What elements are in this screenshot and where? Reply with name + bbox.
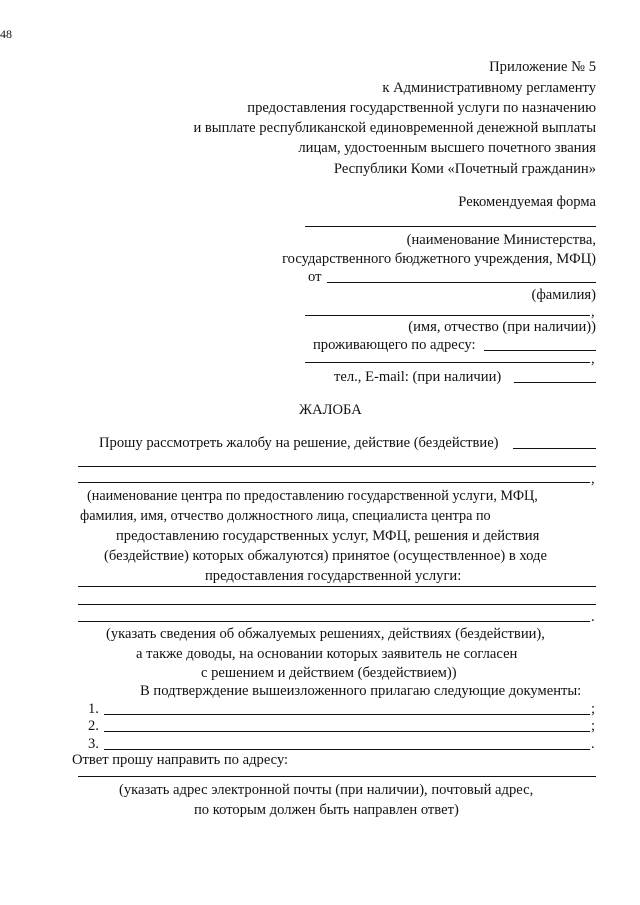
details-line[interactable] — [78, 621, 590, 622]
ministry-hint: (наименование Министерства, — [406, 232, 596, 248]
grounds-hint: а также доводы, на основании которых заявитель не согласен — [136, 646, 518, 662]
doc-number: 3. — [88, 736, 99, 752]
request-text: Прошу рассмотреть жалобу на решение, действие (бездействие) — [99, 435, 499, 451]
center-hint: (наименование центра по предоставлению государственной услуги, МФЦ, — [87, 488, 538, 504]
appendix-line: предоставления государственной услуги по назначению — [247, 100, 596, 116]
appendix-line: лицам, удостоенным высшего почетного звания — [298, 140, 596, 156]
doc-number: 1. — [88, 701, 99, 717]
subject-line[interactable] — [78, 466, 596, 467]
appendix-line: к Административному регламенту — [382, 80, 596, 96]
grounds-hint: с решением и действием (бездействием)) — [201, 665, 457, 681]
details-line[interactable] — [78, 604, 596, 605]
center-hint: предоставлению государственных услуг, МФЦ, решения и действия — [116, 528, 540, 544]
reply-label: Ответ прошу направить по адресу: — [72, 752, 289, 768]
address-line[interactable] — [484, 350, 596, 351]
name-hint: (имя, отчество (при наличии)) — [408, 319, 596, 335]
comma: , — [591, 351, 595, 367]
reply-hint: по которым должен быть направлен ответ) — [194, 802, 459, 818]
reply-hint: (указать адрес электронной почты (при наличии), почтовый адрес, — [119, 782, 534, 798]
semicolon: ; — [591, 701, 596, 717]
reply-address-line[interactable] — [78, 776, 596, 777]
appendix-title: Приложение № 5 — [489, 59, 596, 75]
contacts-label: тел., E-mail: (при наличии) — [334, 369, 502, 385]
center-hint: предоставления государственной услуги: — [205, 568, 462, 584]
period: . — [591, 609, 595, 625]
doc-line-3[interactable] — [104, 749, 590, 750]
page-number: 48 — [0, 27, 12, 41]
appendix-line: и выплате республиканской единовременной денежной выплаты — [193, 120, 596, 136]
comma: , — [591, 304, 595, 320]
contacts-line[interactable] — [514, 382, 596, 383]
period: . — [591, 736, 595, 752]
name-line[interactable] — [305, 315, 590, 316]
center-hint: фамилия, имя, отчество должностного лица, специалиста центра по — [80, 508, 491, 524]
address-line-2[interactable] — [305, 362, 590, 363]
center-hint: (бездействие) которых обжалуются) принятое (осуществленное) в ходе — [104, 548, 547, 564]
surname-hint: (фамилия) — [531, 287, 596, 303]
doc-line-1[interactable] — [104, 714, 590, 715]
doc-line-2[interactable] — [104, 731, 590, 732]
semicolon: ; — [591, 718, 596, 734]
recommended-form-label: Рекомендуемая форма — [458, 194, 596, 210]
from-label: от — [308, 269, 322, 285]
subject-line[interactable] — [78, 482, 590, 483]
comma: , — [591, 471, 595, 487]
appendix-line: Республики Коми «Почетный гражданин» — [333, 161, 596, 177]
request-line[interactable] — [513, 448, 596, 449]
from-line[interactable] — [327, 282, 596, 283]
residing-label: проживающего по адресу: — [313, 337, 476, 353]
ministry-name-line[interactable] — [305, 226, 596, 227]
grounds-hint: (указать сведения об обжалуемых решениях, действиях (бездействии), — [106, 626, 545, 642]
details-line[interactable] — [78, 586, 596, 587]
attach-text: В подтверждение вышеизложенного прилагаю следующие документы: — [140, 683, 582, 699]
ministry-hint: государственного бюджетного учреждения, МФЦ) — [282, 251, 596, 267]
doc-number: 2. — [88, 718, 99, 734]
document-title: ЖАЛОБА — [299, 402, 362, 418]
